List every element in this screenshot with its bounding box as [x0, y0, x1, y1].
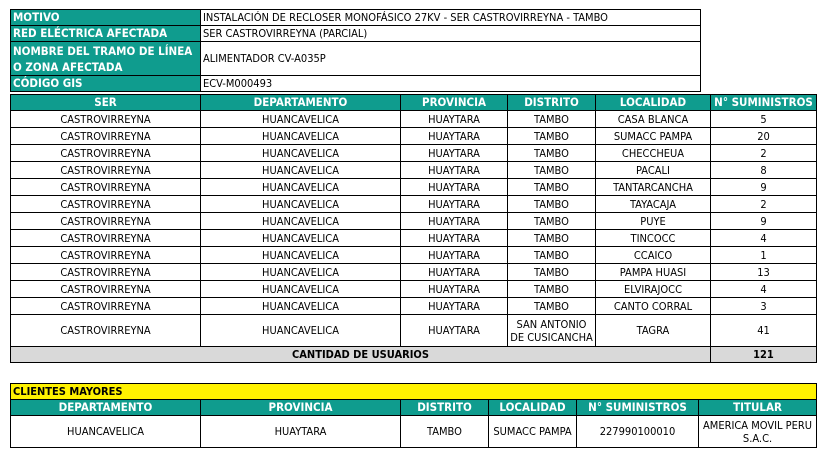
header-suministros: N° SUMINISTROS: [711, 95, 817, 111]
table-cell: CCAICO: [596, 247, 711, 264]
table-cell: TINCOCC: [596, 230, 711, 247]
table-cell: HUANCAVELICA: [201, 128, 401, 145]
table-cell: PUYE: [596, 213, 711, 230]
table-cell: CASA BLANCA: [596, 111, 711, 128]
table-cell: PACALI: [596, 162, 711, 179]
cm-header-departamento: DEPARTAMENTO: [11, 400, 201, 416]
cm-cell: HUAYTARA: [201, 416, 401, 448]
cm-cell: SUMACC PAMPA: [489, 416, 577, 448]
table-cell: HUANCAVELICA: [201, 213, 401, 230]
table-cell: HUAYTARA: [401, 179, 508, 196]
table-cell: SAN ANTONIO DE CUSICANCHA: [508, 315, 596, 347]
table-cell: TAMBO: [508, 179, 596, 196]
cm-header-provincia: PROVINCIA: [201, 400, 401, 416]
table-cell: ELVIRAJOCC: [596, 281, 711, 298]
table-row: [11, 162, 817, 179]
table-cell: HUANCAVELICA: [201, 230, 401, 247]
table-cell: TAMBO: [508, 196, 596, 213]
table-cell: HUANCAVELICA: [201, 111, 401, 128]
cm-cell: HUANCAVELICA: [11, 416, 201, 448]
table-cell: CASTROVIRREYNA: [11, 264, 201, 281]
table-cell: TAMBO: [508, 128, 596, 145]
table-row: [11, 111, 817, 128]
table-cell: CASTROVIRREYNA: [11, 128, 201, 145]
table-cell: 2: [711, 196, 817, 213]
table-cell: HUAYTARA: [401, 264, 508, 281]
table-cell: 5: [711, 111, 817, 128]
table-cell: TAGRA: [596, 315, 711, 347]
table-row: [11, 145, 817, 162]
table-cell: HUAYTARA: [401, 247, 508, 264]
table-cell: HUAYTARA: [401, 111, 508, 128]
table-cell: 3: [711, 298, 817, 315]
cm-cell: AMERICA MOVIL PERU S.A.C.: [699, 416, 817, 448]
suministros-table: [10, 94, 817, 363]
table-cell: CASTROVIRREYNA: [11, 298, 201, 315]
table-cell: 9: [711, 179, 817, 196]
total-row: [11, 347, 817, 363]
table-row: [11, 213, 817, 230]
table-cell: TAMBO: [508, 162, 596, 179]
table-header-row: [11, 95, 817, 111]
clientes-header-row: [11, 400, 817, 416]
table-cell: HUANCAVELICA: [201, 162, 401, 179]
table-cell: 4: [711, 281, 817, 298]
tramo-label: NOMBRE DEL TRAMO DE LÍNEA O ZONA AFECTADA: [11, 42, 201, 76]
total-label: CANTIDAD DE USUARIOS: [11, 347, 711, 363]
table-cell: TAMBO: [508, 264, 596, 281]
table-cell: 1: [711, 247, 817, 264]
table-row: [11, 247, 817, 264]
table-cell: CHECCHEUA: [596, 145, 711, 162]
table-cell: HUAYTARA: [401, 128, 508, 145]
cm-header-localidad: LOCALIDAD: [489, 400, 577, 416]
table-row: [11, 196, 817, 213]
table-cell: TAMBO: [508, 281, 596, 298]
table-cell: CASTROVIRREYNA: [11, 213, 201, 230]
gis-value: ECV-M000493: [201, 76, 701, 92]
table-row: [11, 128, 817, 145]
table-cell: HUAYTARA: [401, 196, 508, 213]
table-cell: PAMPA HUASI: [596, 264, 711, 281]
table-cell: TAMBO: [508, 213, 596, 230]
table-cell: TAMBO: [508, 111, 596, 128]
table-cell: HUANCAVELICA: [201, 315, 401, 347]
motivo-value: INSTALACIÓN DE RECLOSER MONOFÁSICO 27KV - SER CASTROVIRREYNA - TAMBO: [201, 10, 701, 26]
total-value: 121: [711, 347, 817, 363]
table-cell: 41: [711, 315, 817, 347]
header-provincia: PROVINCIA: [401, 95, 508, 111]
cm-header-distrito: DISTRITO: [401, 400, 489, 416]
table-cell: CASTROVIRREYNA: [11, 196, 201, 213]
table-cell: HUANCAVELICA: [201, 281, 401, 298]
red-value: SER CASTROVIRREYNA (PARCIAL): [201, 26, 701, 42]
table-cell: TANTARCANCHA: [596, 179, 711, 196]
cm-header-suministros: N° SUMINISTROS: [577, 400, 699, 416]
table-cell: CASTROVIRREYNA: [11, 179, 201, 196]
table-cell: 8: [711, 162, 817, 179]
table-cell: TAMBO: [508, 230, 596, 247]
info-table: [10, 9, 701, 92]
table-cell: CASTROVIRREYNA: [11, 315, 201, 347]
table-row: [11, 264, 817, 281]
table-row: [11, 281, 817, 298]
table-cell: SUMACC PAMPA: [596, 128, 711, 145]
table-cell: 2: [711, 145, 817, 162]
table-cell: HUANCAVELICA: [201, 145, 401, 162]
table-cell: CASTROVIRREYNA: [11, 281, 201, 298]
table-cell: 9: [711, 213, 817, 230]
table-cell: CANTO CORRAL: [596, 298, 711, 315]
table-cell: HUAYTARA: [401, 315, 508, 347]
table-cell: 20: [711, 128, 817, 145]
red-label: RED ELÉCTRICA AFECTADA: [11, 26, 201, 42]
table-cell: HUAYTARA: [401, 162, 508, 179]
table-cell: 4: [711, 230, 817, 247]
header-ser: SER: [11, 95, 201, 111]
table-cell: TAMBO: [508, 145, 596, 162]
table-row: [11, 315, 817, 347]
table-cell: HUANCAVELICA: [201, 298, 401, 315]
cm-cell: TAMBO: [401, 416, 489, 448]
table-cell: HUANCAVELICA: [201, 247, 401, 264]
table-cell: HUANCAVELICA: [201, 179, 401, 196]
cm-cell: 227990100010: [577, 416, 699, 448]
table-row: [11, 298, 817, 315]
table-cell: CASTROVIRREYNA: [11, 111, 201, 128]
table-cell: HUANCAVELICA: [201, 196, 401, 213]
clientes-title-row: [11, 384, 817, 400]
table-cell: CASTROVIRREYNA: [11, 247, 201, 264]
clientes-row: [11, 416, 817, 448]
table-row: [11, 230, 817, 247]
gis-label: CÓDIGO GIS: [11, 76, 201, 92]
table-cell: HUAYTARA: [401, 230, 508, 247]
table-row: [11, 179, 817, 196]
table-cell: HUAYTARA: [401, 213, 508, 230]
table-cell: CASTROVIRREYNA: [11, 230, 201, 247]
table-cell: TAYACAJA: [596, 196, 711, 213]
table-cell: TAMBO: [508, 298, 596, 315]
clientes-mayores-table: [10, 383, 817, 448]
header-departamento: DEPARTAMENTO: [201, 95, 401, 111]
table-cell: HUAYTARA: [401, 145, 508, 162]
header-distrito: DISTRITO: [508, 95, 596, 111]
table-cell: HUAYTARA: [401, 281, 508, 298]
table-cell: CASTROVIRREYNA: [11, 162, 201, 179]
motivo-label: MOTIVO: [11, 10, 201, 26]
cm-header-titular: TITULAR: [699, 400, 817, 416]
clientes-title: CLIENTES MAYORES: [11, 384, 817, 400]
table-cell: HUAYTARA: [401, 298, 508, 315]
header-localidad: LOCALIDAD: [596, 95, 711, 111]
table-cell: CASTROVIRREYNA: [11, 145, 201, 162]
table-cell: TAMBO: [508, 247, 596, 264]
table-cell: HUANCAVELICA: [201, 264, 401, 281]
table-cell: 13: [711, 264, 817, 281]
tramo-value: ALIMENTADOR CV-A035P: [201, 42, 701, 76]
